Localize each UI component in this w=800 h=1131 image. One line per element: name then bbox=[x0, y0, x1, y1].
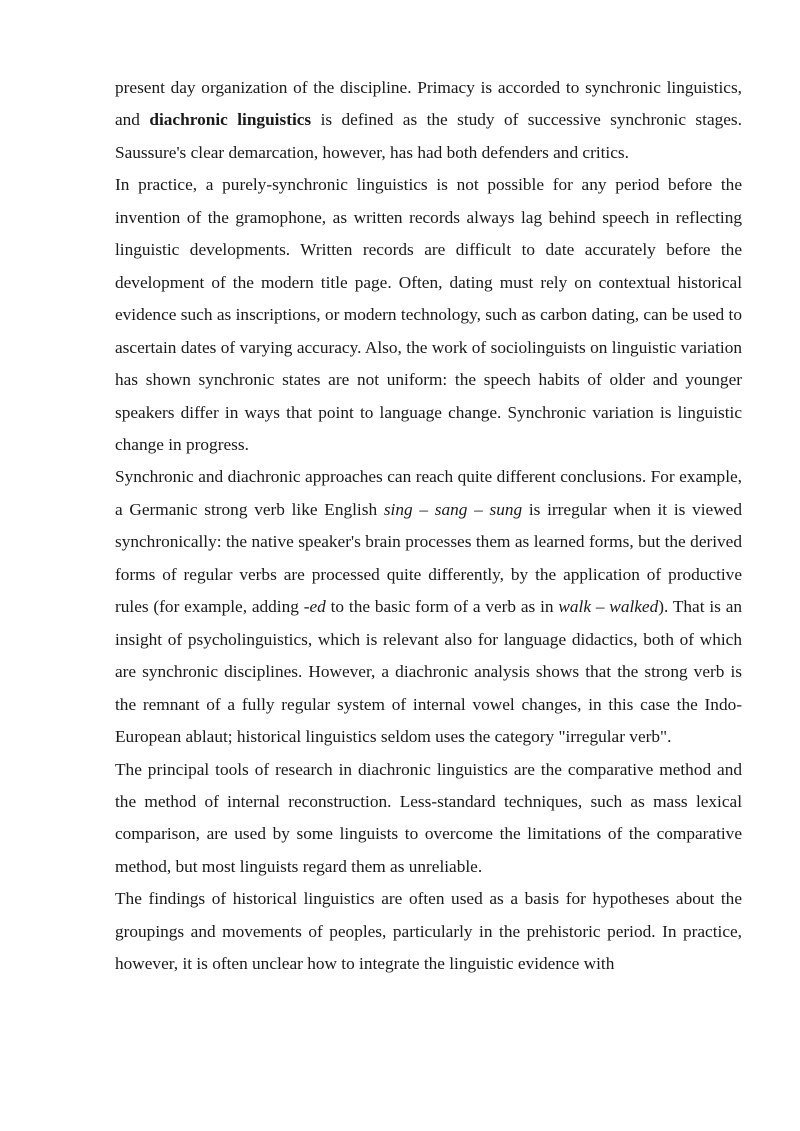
paragraph-5-text: The findings of historical linguistics are often used as a basis for hypotheses about the groupings and movements of peoples, particularly in the prehistoric period. In practice, however, it is often unclear how to integrate the linguistic evidence with bbox=[115, 889, 742, 974]
italic-example-walk-walked: walk – walked bbox=[558, 597, 659, 617]
paragraph-2 bbox=[115, 169, 742, 461]
paragraph-3-text: is irregular when it is viewed synchronically: the native speaker's brain processes them as learned forms, but the derived forms of regular verbs are processed quite differently, by the application of productive rules (for example, adding bbox=[115, 499, 742, 617]
document-body bbox=[115, 72, 742, 981]
bold-term-diachronic-linguistics: diachronic linguistics bbox=[149, 110, 312, 130]
paragraph-1-text: is defined as the study of successive synchronic stages. Saussure's clear demarcation, however, has had both defenders and critics. bbox=[115, 110, 742, 162]
paragraph-1-text: present day organization of the discipline. Primacy is accorded to synchronic linguistics, and bbox=[115, 78, 742, 130]
paragraph-2-text: In practice, a purely-synchronic linguistics is not possible for any period before the invention of the gramophone, as written records always lag behind speech in reflecting linguistic developments. Written records are difficult to date accurately before the development of the modern title page. Often, dating must rely on contextual historical evidence such as inscriptions, or modern technology, such as carbon dating, can be used to ascertain dates of varying accuracy. Also, the work of sociolinguists on linguistic variation has shown synchronic states are not uniform: the speech habits of older and younger speakers differ in ways that point to language change. Synchronic variation is linguistic change in progress. bbox=[115, 175, 742, 454]
paragraph-1 bbox=[115, 72, 742, 169]
paragraph-4-text: The principal tools of research in diachronic linguistics are the comparative method and the method of internal reconstruction. Less-standard techniques, such as mass lexical comparison, are used by some linguists to overcome the limitations of the comparative method, but most linguists regard them as unreliable. bbox=[115, 759, 742, 876]
paragraph-3-text: ). That is an insight of psycholinguistics, which is relevant also for language didactics, both of which are synchronic disciplines. However, a diachronic analysis shows that the strong verb is the remnant of a fully regular system of internal vowel changes, in this case the Indo-European ablaut; historical linguistics seldom uses the category "irregular verb". bbox=[115, 597, 743, 747]
paragraph-3 bbox=[115, 461, 742, 753]
paragraph-3-text: to the basic form of a verb as in bbox=[325, 597, 559, 617]
paragraph-3-text: Synchronic and diachronic approaches can reach quite different conclusions. For example, a Germanic strong verb like English bbox=[115, 467, 742, 519]
italic-suffix-ed: -ed bbox=[303, 597, 326, 617]
paragraph-5 bbox=[115, 883, 742, 980]
italic-example-sing-sang-sung: sing – sang – sung bbox=[383, 499, 523, 519]
paragraph-4 bbox=[115, 754, 742, 884]
